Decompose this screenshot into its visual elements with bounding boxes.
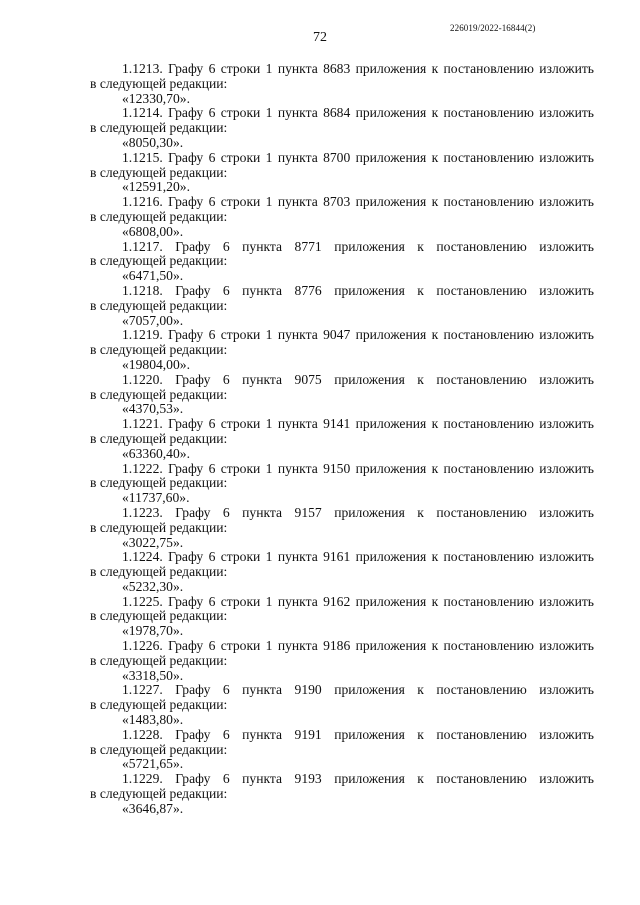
- clause-value: «63360,40».: [122, 445, 190, 461]
- clause-item: [90, 506, 594, 550]
- clause-value: «11737,60».: [122, 490, 190, 506]
- clause-value: «7057,00».: [122, 312, 184, 328]
- clause-item: [90, 639, 594, 683]
- clause-value: «1978,70».: [122, 623, 184, 639]
- clause-lead-text: 1.1220. Графу 6 пункта 9075 приложения к постановлению изложить: [122, 371, 594, 387]
- clause-item: [90, 195, 594, 239]
- clause-item: [90, 106, 594, 150]
- clause-list: [90, 62, 594, 817]
- clause-value: «3646,87».: [122, 800, 184, 816]
- clause-item: [90, 728, 594, 772]
- clause-item: [90, 595, 594, 639]
- clause-lead-text: 1.1223. Графу 6 пункта 9157 приложения к постановлению изложить: [122, 504, 594, 520]
- clause-lead-text: 1.1228. Графу 6 пункта 9191 приложения к постановлению изложить: [122, 726, 594, 742]
- clause-lead-text: 1.1214. Графу 6 строки 1 пункта 8684 приложения к постановлению изложить: [122, 105, 594, 121]
- clause-value: «6471,50».: [122, 268, 184, 284]
- clause-lead-text: 1.1222. Графу 6 строки 1 пункта 9150 приложения к постановлению изложить: [122, 460, 594, 476]
- clause-tail-text: в следующей редакции:: [90, 342, 228, 358]
- clause-value: «5721,65».: [122, 756, 184, 772]
- clause-lead-text: 1.1218. Графу 6 пункта 8776 приложения к постановлению изложить: [122, 282, 594, 298]
- clause-tail-text: в следующей редакции:: [90, 297, 228, 313]
- clause-lead-text: 1.1227. Графу 6 пункта 9190 приложения к постановлению изложить: [122, 682, 594, 698]
- clause-lead-text: 1.1215. Графу 6 строки 1 пункта 8700 приложения к постановлению изложить: [122, 149, 594, 165]
- clause-lead-text: 1.1221. Графу 6 строки 1 пункта 9141 приложения к постановлению изложить: [122, 416, 594, 432]
- clause-item: [90, 462, 594, 506]
- clause-lead-text: 1.1219. Графу 6 строки 1 пункта 9047 приложения к постановлению изложить: [122, 327, 594, 343]
- clause-item: [90, 328, 594, 372]
- clause-value: «4370,53».: [122, 401, 184, 417]
- clause-item: [90, 417, 594, 461]
- clause-lead-text: 1.1225. Графу 6 строки 1 пункта 9162 приложения к постановлению изложить: [122, 593, 594, 609]
- clause-value: «19804,00».: [122, 356, 190, 372]
- clause-item: [90, 550, 594, 594]
- clause-tail-text: в следующей редакции:: [90, 608, 228, 624]
- clause-item: [90, 373, 594, 417]
- clause-tail-text: в следующей редакции:: [90, 75, 228, 91]
- clause-lead-text: 1.1226. Графу 6 строки 1 пункта 9186 приложения к постановлению изложить: [122, 638, 594, 654]
- clause-item: [90, 240, 594, 284]
- clause-value: «12591,20».: [122, 179, 190, 195]
- clause-tail-text: в следующей редакции:: [90, 519, 228, 535]
- clause-tail-text: в следующей редакции:: [90, 208, 228, 224]
- clause-item: [90, 62, 594, 106]
- clause-value: «8050,30».: [122, 134, 184, 150]
- clause-tail-text: в следующей редакции:: [90, 253, 228, 269]
- clause-tail-text: в следующей редакции:: [90, 120, 228, 136]
- clause-tail-text: в следующей редакции:: [90, 475, 228, 491]
- clause-lead-text: 1.1217. Графу 6 пункта 8771 приложения к постановлению изложить: [122, 238, 594, 254]
- clause-tail-text: в следующей редакции:: [90, 430, 228, 446]
- clause-item: [90, 772, 594, 816]
- clause-value: «3318,50».: [122, 667, 184, 683]
- clause-value: «6808,00».: [122, 223, 184, 239]
- clause-tail-text: в следующей редакции:: [90, 386, 228, 402]
- clause-tail-text: в следующей редакции:: [90, 697, 228, 713]
- clause-lead-text: 1.1216. Графу 6 строки 1 пункта 8703 приложения к постановлению изложить: [122, 194, 594, 210]
- clause-item: [90, 151, 594, 195]
- clause-tail-text: в следующей редакции:: [90, 564, 228, 580]
- clause-lead-text: 1.1224. Графу 6 строки 1 пункта 9161 приложения к постановлению изложить: [122, 549, 594, 565]
- document-code: 226019/2022-16844(2): [450, 23, 536, 33]
- clause-item: [90, 284, 594, 328]
- clause-tail-text: в следующей редакции:: [90, 652, 228, 668]
- clause-value: «5232,30».: [122, 578, 184, 594]
- clause-tail-text: в следующей редакции:: [90, 786, 228, 802]
- clause-value: «1483,80».: [122, 712, 184, 728]
- clause-tail-text: в следующей редакции:: [90, 741, 228, 757]
- clause-item: [90, 683, 594, 727]
- clause-value: «3022,75».: [122, 534, 184, 550]
- clause-tail-text: в следующей редакции:: [90, 164, 228, 180]
- clause-lead-text: 1.1229. Графу 6 пункта 9193 приложения к постановлению изложить: [122, 771, 594, 787]
- page-number: 72: [313, 30, 327, 45]
- clause-value: «12330,70».: [122, 90, 190, 106]
- clause-lead-text: 1.1213. Графу 6 строки 1 пункта 8683 приложения к постановлению изложить: [122, 61, 594, 76]
